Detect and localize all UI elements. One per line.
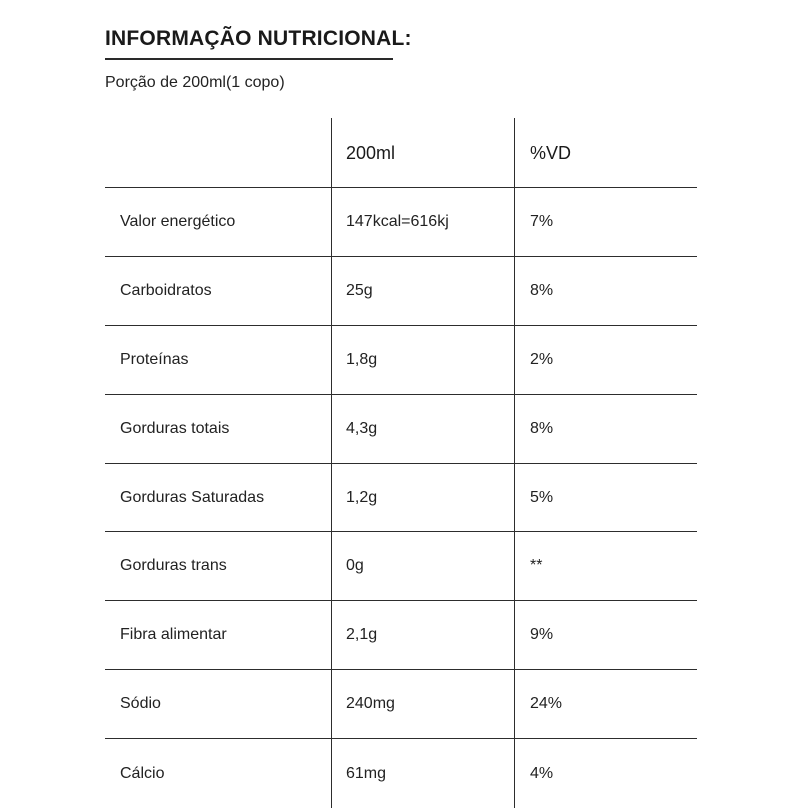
nutrient-daily-value: 5% xyxy=(514,464,697,532)
nutrient-name: Valor energético xyxy=(120,212,236,230)
table-row xyxy=(105,326,697,395)
nutrient-daily-value: 8% xyxy=(514,395,697,463)
nutrient-amount: 0g xyxy=(331,532,514,600)
title-underline xyxy=(105,58,393,60)
nutrient-daily-value: 9% xyxy=(514,601,697,669)
nutrition-table xyxy=(105,118,697,808)
nutrient-daily-value: 2% xyxy=(514,326,697,394)
nutrient-daily-value: 7% xyxy=(514,188,697,256)
table-row xyxy=(105,395,697,464)
nutrient-amount: 1,2g xyxy=(331,464,514,532)
nutrient-daily-value: 4% xyxy=(514,739,697,808)
nutrient-name: Sódio xyxy=(120,695,161,713)
nutrient-name: Proteínas xyxy=(120,350,189,368)
nutrient-amount: 1,8g xyxy=(331,326,514,394)
table-row xyxy=(105,464,697,533)
nutrient-daily-value: 24% xyxy=(514,670,697,738)
nutrient-daily-value: ** xyxy=(514,532,697,600)
nutrient-name: Fibra alimentar xyxy=(120,626,227,644)
nutrient-amount: 25g xyxy=(331,257,514,325)
header-nutrient xyxy=(105,118,331,187)
table-row xyxy=(105,739,697,808)
nutrient-amount: 4,3g xyxy=(331,395,514,463)
serving-size: Porção de 200ml(1 copo) xyxy=(105,74,285,91)
nutrient-name: Gorduras totais xyxy=(120,419,230,437)
nutrient-amount: 147kcal=616kj xyxy=(331,188,514,256)
nutrient-daily-value: 8% xyxy=(514,257,697,325)
table-row xyxy=(105,188,697,257)
header-amount: 200ml xyxy=(331,118,514,187)
nutrient-amount: 2,1g xyxy=(331,601,514,669)
nutrient-name: Carboidratos xyxy=(120,281,212,299)
table-row xyxy=(105,601,697,670)
nutrient-name: Cálcio xyxy=(120,764,165,782)
table-row xyxy=(105,532,697,601)
header-daily-value: %VD xyxy=(514,118,697,187)
nutrient-amount: 61mg xyxy=(331,739,514,808)
table-row xyxy=(105,257,697,326)
table-header-row xyxy=(105,118,697,188)
nutrient-amount: 240mg xyxy=(331,670,514,738)
table-row xyxy=(105,670,697,739)
nutrient-name: Gorduras Saturadas xyxy=(120,488,265,506)
page-title: INFORMAÇÃO NUTRICIONAL: xyxy=(105,27,412,50)
nutrient-name: Gorduras trans xyxy=(120,557,227,575)
